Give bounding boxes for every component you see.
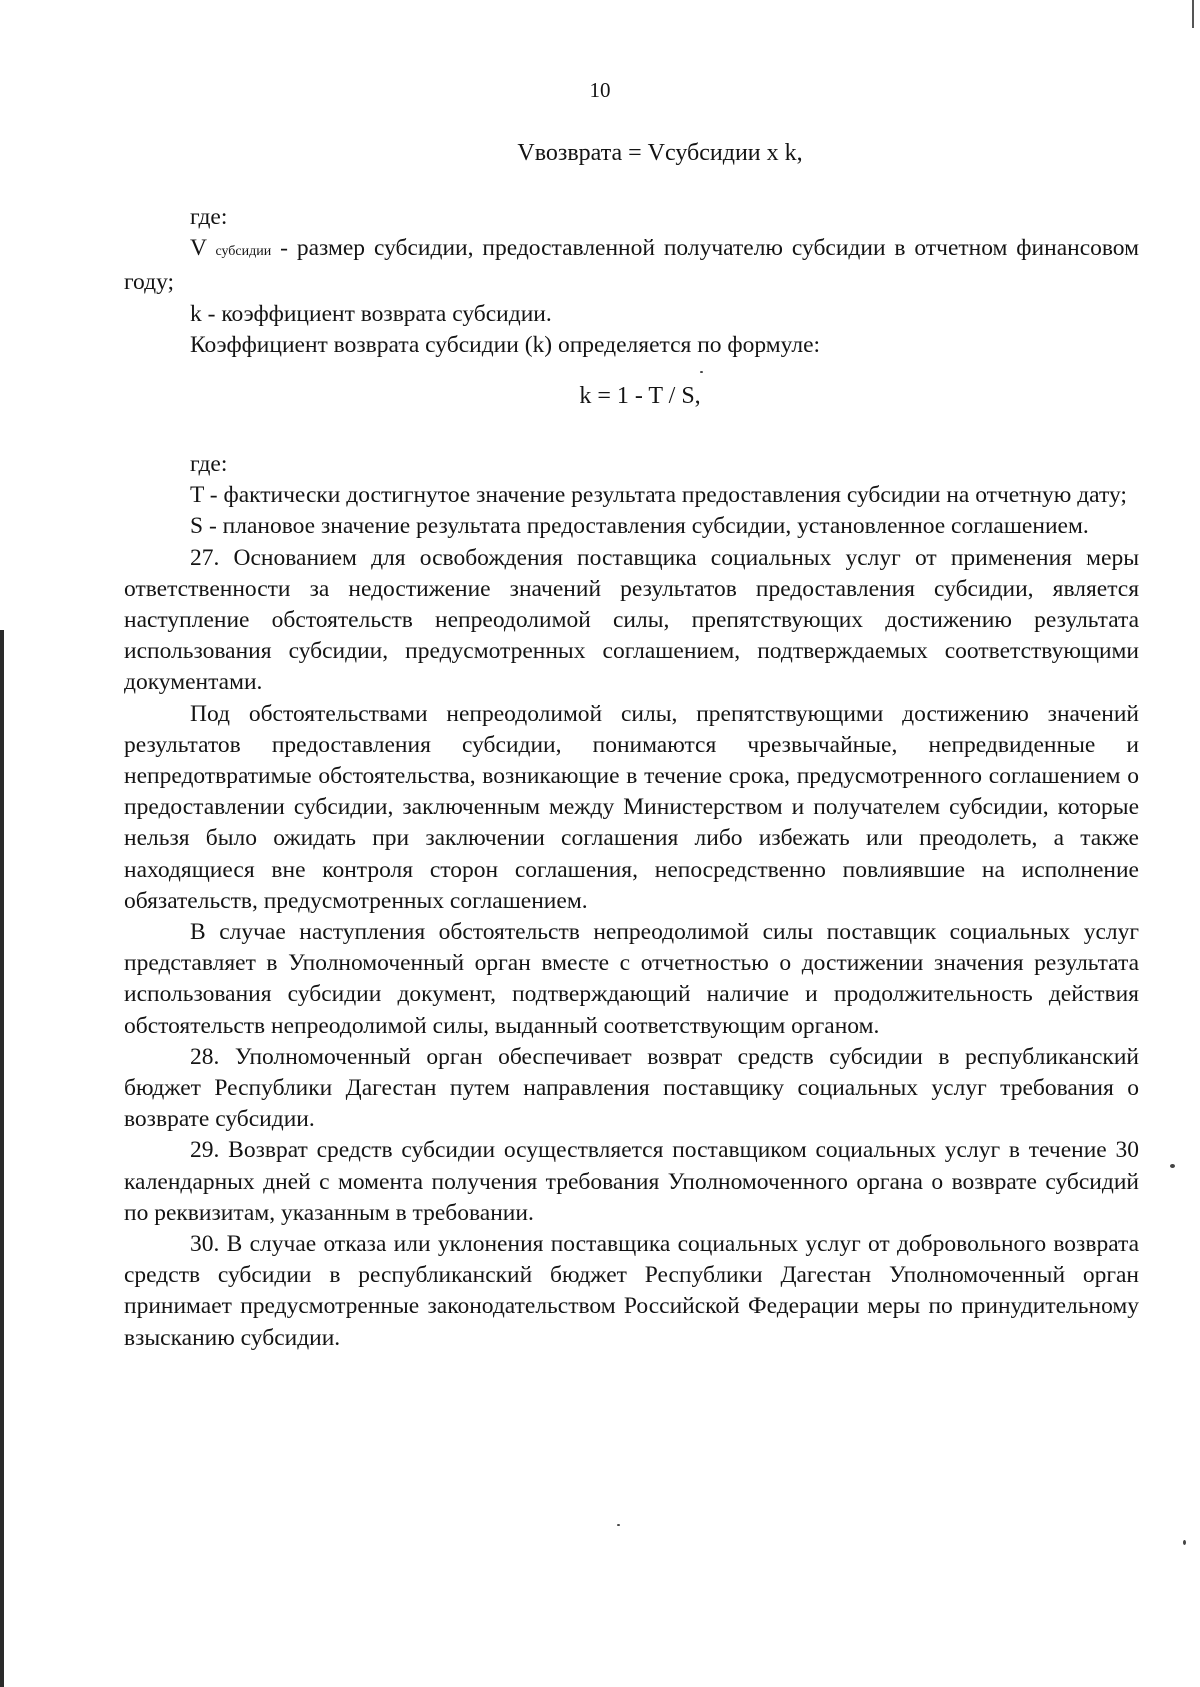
scan-edge-left bbox=[0, 630, 4, 1687]
definitions-block-1 bbox=[124, 202, 1139, 361]
paragraph-27-case: В случае наступления обстоятельств непреодолимой силы поставщик социальных услуг представляет в Уполномоченный орган вместе с отчетностью о достижении значения результата использования субсидии документ, подтверждающий наличие и продолжительность действия обстоятельств непреодолимой силы, выданный соответствующим органом. bbox=[124, 919, 1139, 1039]
definition-k: k - коэффициент возврата субсидии. bbox=[190, 300, 552, 327]
paragraph-28: 28. Уполномоченный орган обеспечивает возврат средств субсидии в республиканский бюджет Республики Дагестан путем направления поставщику социальных услуг требования о возврате субсидии. bbox=[124, 1043, 1139, 1133]
paragraph-27-force-majeure: Под обстоятельствами непреодолимой силы, препятствующими достижению значений результатов предоставления субсидии, понимаются чрезвычайные, непредвиденные и непредотвратимые обстоятельства, возникающие в течение срока, предусмотренного соглашением о предоставлении субсидии, заключенным между Министерством и получателем субсидии, которые нельзя было ожидать при заключении соглашения либо избежать или преодолеть, а также находящиеся вне контроля сторон соглашения, непосредственно повлиявшие на исполнение обязательств, предусмотренных соглашением. bbox=[124, 700, 1139, 914]
scan-speck bbox=[1170, 1164, 1175, 1168]
k-formula-intro: Коэффициент возврата субсидии (k) определяется по формуле: bbox=[190, 331, 821, 358]
paragraph-29: 29. Возврат средств субсидии осуществляется поставщиком социальных услуг в течение 30 календарных дней с момента получения требования Уполномоченного органа о возврате субсидий по реквизитам, указанным в требовании. bbox=[124, 1137, 1139, 1226]
definition-s: S - плановое значение результата предоставления субсидии, установленное соглашением. bbox=[190, 513, 1089, 540]
definition-v-subsidy bbox=[124, 233, 1139, 298]
formula-coefficient-k: k = 1 - T / S, bbox=[579, 383, 701, 409]
formula-return-amount: Vвозврата = Vсубсидии х k, bbox=[517, 140, 803, 166]
definition-v-subscript: субсидии bbox=[215, 244, 272, 260]
definition-t: T - фактически достигнутое значение результата предоставления субсидии на отчетную дату; bbox=[190, 482, 1127, 509]
where-label-2: где: bbox=[190, 451, 228, 477]
scan-speck bbox=[1183, 1540, 1186, 1545]
definition-v-symbol: V bbox=[190, 235, 207, 262]
definition-v-text: - размер субсидии, предоставленной получателю субсидии в отчетном финансовом году; bbox=[124, 235, 1139, 296]
definitions-block-2 bbox=[124, 449, 1139, 1354]
paragraph-27: 27. Основанием для освобождения поставщика социальных услуг от применения меры ответственности за недостижение значений результатов предоставления субсидии, является наступление обстоятельств непреодолимой силы, препятствующих достижению результата использования субсидии, предусмотренных соглашением, подтверждаемых соответствующими документами. bbox=[124, 544, 1139, 696]
scan-edge-right bbox=[1192, 0, 1194, 28]
scan-speck bbox=[617, 1524, 620, 1526]
where-label-1: где: bbox=[190, 204, 228, 230]
paragraph-30: 30. В случае отказа или уклонения поставщика социальных услуг от добровольного возврата средств субсидии в республиканский бюджет Республики Дагестан Уполномоченный орган принимает предусмотренные законодательством Российской Федерации меры по принудительному взысканию субсидии. bbox=[124, 1231, 1139, 1351]
scan-speck bbox=[700, 371, 703, 373]
page-number: 10 bbox=[589, 78, 611, 102]
